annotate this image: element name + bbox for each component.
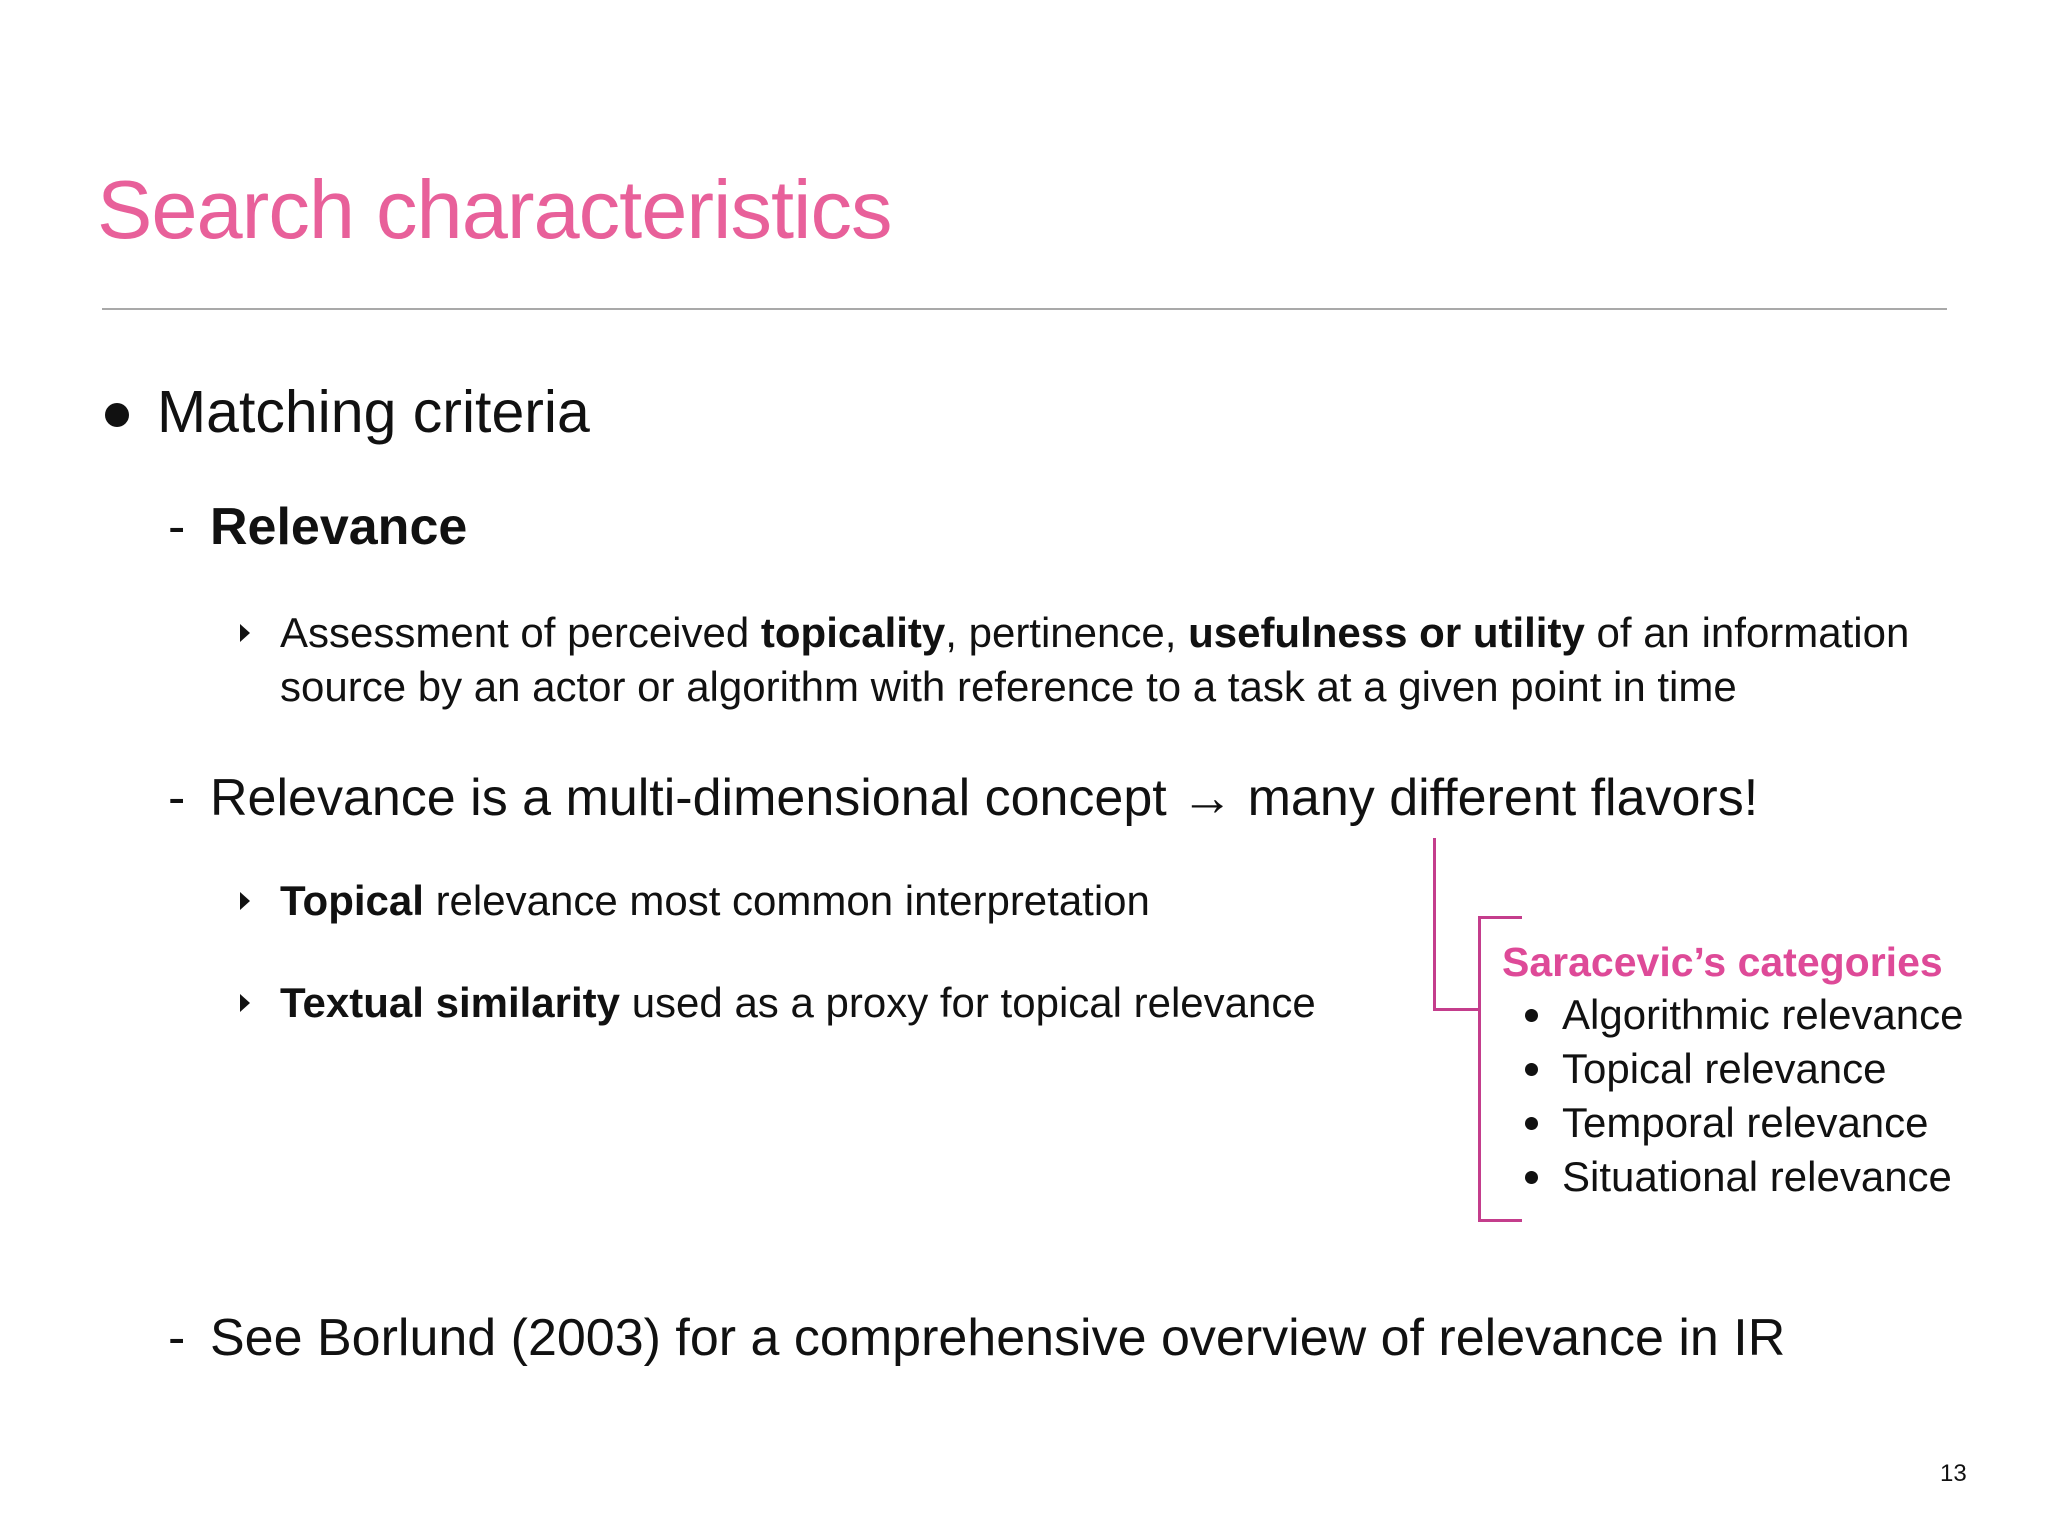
connector-horizontal [1433, 1008, 1478, 1011]
textual-similarity-text: Textual similarity used as a proxy for topical relevance [280, 979, 1316, 1026]
list-item: Topical relevance [1522, 1042, 1964, 1096]
bullet-dot-icon [1525, 1171, 1538, 1184]
category-bracket-bottom [1478, 1219, 1522, 1222]
triangle-bullet-icon [240, 892, 250, 910]
triangle-bullet-icon [240, 994, 250, 1012]
category-bracket-top [1478, 916, 1522, 919]
categories-title: Saracevic’s categories [1502, 939, 1943, 985]
dash-marker: - [168, 769, 186, 827]
categories-list [1522, 988, 1964, 1204]
title-divider [102, 308, 1947, 310]
definition-text: Assessment of perceived topicality, pertinence, usefulness or utility of an information source by an actor or algorithm with reference to a task at a given point in time [280, 609, 1910, 710]
triangle-bullet-icon [240, 624, 250, 642]
list-item: Situational relevance [1522, 1150, 1964, 1204]
relevance-heading: Relevance [210, 498, 468, 556]
connector-vertical [1433, 838, 1436, 1011]
bullet-dot-icon [1525, 1063, 1538, 1076]
multi-dimensional-text: Relevance is a multi-dimensional concept → many different flavors! [210, 769, 1759, 827]
bullet-dot-icon [1525, 1117, 1538, 1130]
borlund-text: See Borlund (2003) for a comprehensive overview of relevance in IR [210, 1309, 1786, 1367]
bullet-dot-icon [105, 403, 129, 427]
dash-marker: - [168, 498, 186, 556]
dash-marker: - [168, 1309, 186, 1367]
list-item: Temporal relevance [1522, 1096, 1964, 1150]
page-number: 13 [1940, 1460, 1967, 1487]
list-item: Algorithmic relevance [1522, 988, 1964, 1042]
category-bracket-vertical [1478, 916, 1481, 1222]
bullet-dot-icon [1525, 1009, 1538, 1022]
slide-title: Search characteristics [97, 163, 892, 256]
bullet-text: Matching criteria [157, 379, 590, 445]
topical-text: Topical relevance most common interpretation [280, 877, 1150, 924]
